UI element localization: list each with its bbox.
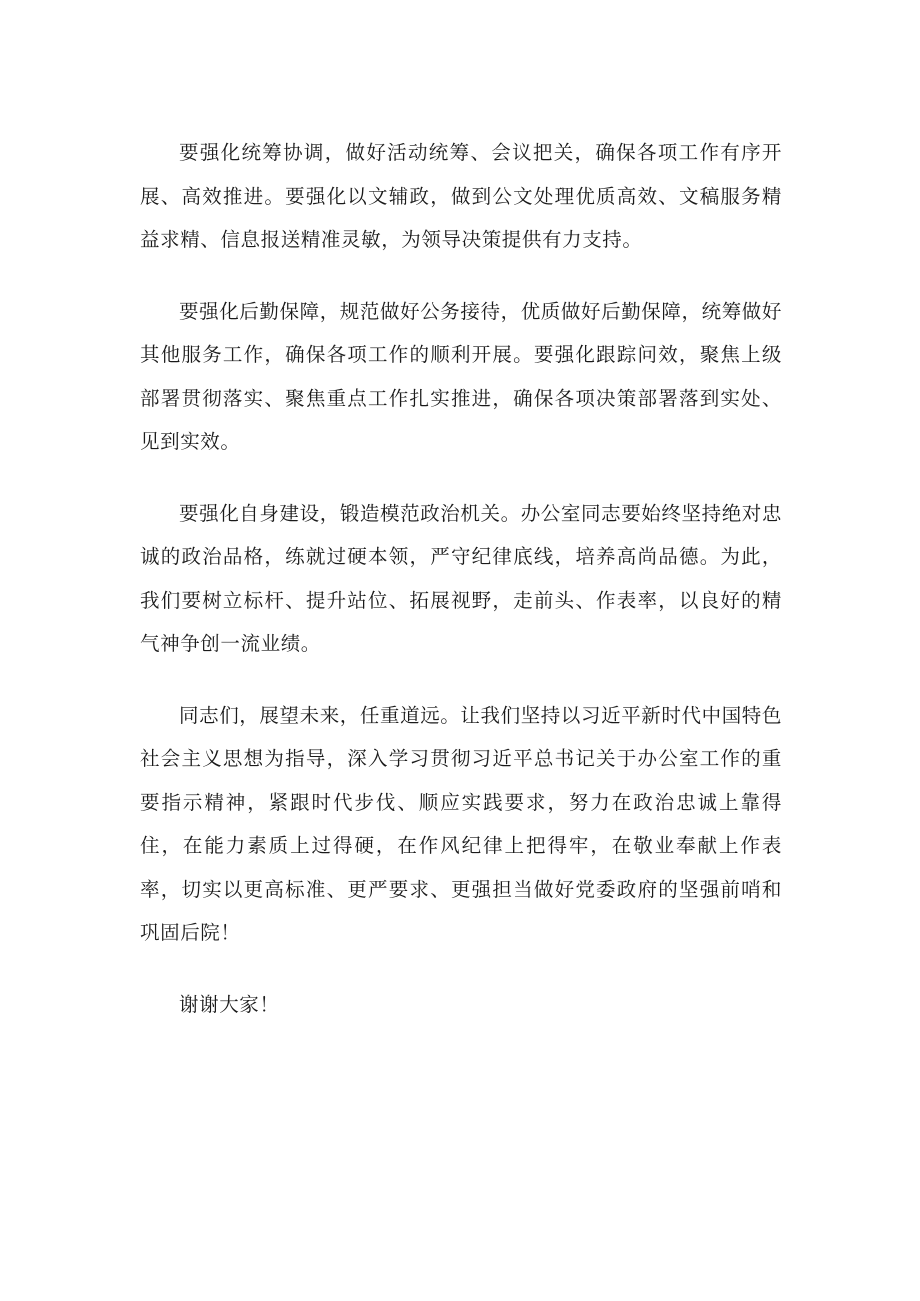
paragraph-logistics: 要强化后勤保障，规范做好公务接待，优质做好后勤保障，统筹做好其他服务工作，确保各项工作的顺利开展。要强化跟踪问效，聚焦上级部署贯彻落实、聚焦重点工作扎实推进，确保各项决策部署落到实处、见到实效。 — [140, 299, 783, 453]
paragraph-thanks: 谢谢大家！ — [179, 992, 280, 1016]
paragraph-conclusion: 同志们，展望未来，任重道远。让我们坚持以习近平新时代中国特色社会主义思想为指导，深入学习贯彻习近平总书记关于办公室工作的重要指示精神，紧跟时代步伐、顺应实践要求，努力在政治忠诚上靠得住，在能力素质上过得硬，在作风纪律上把得牢，在敬业奉献上作表率，切实以更高标准、更严要求、更强担当做好党委政府的坚强前哨和巩固后院！ — [140, 703, 783, 944]
paragraph-coordination: 要强化统筹协调，做好活动统筹、会议把关，确保各项工作有序开展、高效推进。要强化以文辅政，做到公文处理优质高效、文稿服务精益求精、信息报送精准灵敏，为领导决策提供有力支持。 — [140, 141, 782, 251]
paragraph-self-building: 要强化自身建设，锻造模范政治机关。办公室同志要始终坚持绝对忠诚的政治品格，练就过硬本领，严守纪律底线，培养高尚品德。为此，我们要树立标杆、提升站位、拓展视野，走前头、作表率，以良好的精气神争创一流业绩。 — [140, 501, 783, 655]
document-body — [140, 131, 782, 1026]
